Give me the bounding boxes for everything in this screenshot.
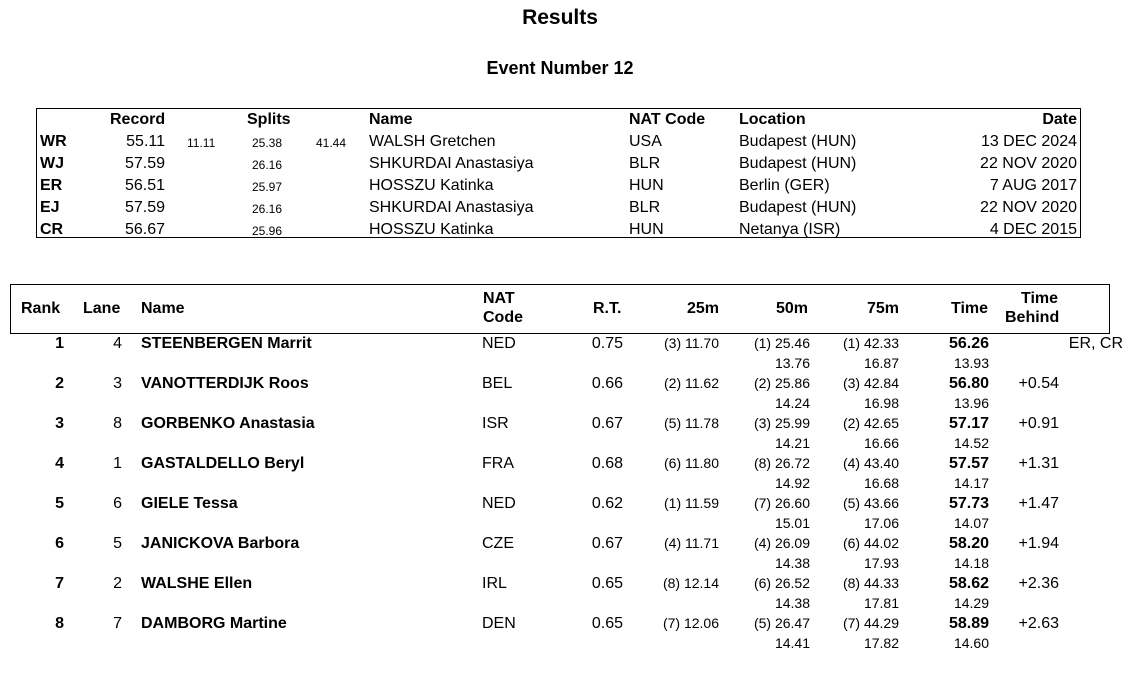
header-record: Record	[110, 111, 166, 128]
result-split-75: (4) 43.40	[842, 455, 899, 471]
result-nat: ISR	[482, 415, 509, 432]
record-split-75: 41.44	[316, 136, 347, 150]
result-interval-50: 13.76	[774, 355, 810, 371]
records-table	[36, 108, 1081, 238]
record-nat: HUN	[629, 221, 664, 238]
record-name: WALSH Gretchen	[369, 133, 496, 150]
result-name: STEENBERGEN Marrit	[141, 335, 312, 352]
result-time: 57.57	[948, 455, 989, 472]
result-rank: 1	[55, 335, 64, 352]
result-split-75: (5) 43.66	[842, 495, 899, 511]
result-interval-50: 14.41	[774, 635, 810, 651]
result-interval-75: 17.82	[863, 635, 899, 651]
result-time: 58.20	[948, 535, 989, 552]
result-split-25: (1) 11.59	[664, 495, 719, 511]
header-code: Code	[483, 309, 523, 326]
result-interval-75: 17.93	[863, 555, 899, 571]
result-split-75: (6) 44.02	[842, 535, 899, 551]
result-split-25: (3) 11.70	[664, 335, 719, 351]
result-time: 58.89	[948, 615, 989, 632]
header-name: Name	[141, 300, 185, 317]
result-interval-75: 16.68	[863, 475, 899, 491]
result-interval-100: 14.52	[953, 435, 989, 451]
result-row	[0, 615, 1144, 655]
result-name: GORBENKO Anastasia	[141, 415, 315, 432]
result-row	[0, 375, 1144, 415]
result-time: 57.73	[948, 495, 989, 512]
header-75m: 75m	[867, 300, 900, 317]
result-lane: 5	[113, 535, 122, 552]
header-splits: Splits	[247, 111, 291, 128]
result-rt: 0.68	[591, 455, 623, 472]
result-split-50: (8) 26.72	[753, 455, 810, 471]
result-time-behind: +2.36	[1018, 575, 1059, 592]
record-time: 56.51	[124, 177, 165, 194]
result-interval-50: 14.38	[774, 595, 810, 611]
result-split-50: (4) 26.09	[753, 535, 810, 551]
result-name: JANICKOVA Barbora	[141, 535, 300, 552]
result-name: VANOTTERDIJK Roos	[141, 375, 309, 392]
result-interval-50: 14.24	[774, 395, 810, 411]
record-row	[37, 175, 1080, 197]
record-row	[37, 131, 1080, 153]
header-time-behind-2: Behind	[1005, 309, 1060, 326]
result-nat: NED	[482, 495, 516, 512]
result-time: 58.62	[948, 575, 989, 592]
record-date: 7 AUG 2017	[989, 177, 1077, 194]
result-interval-100: 14.07	[953, 515, 989, 531]
record-name: SHKURDAI Anastasiya	[369, 199, 534, 216]
record-time: 56.67	[124, 221, 165, 238]
result-interval-75: 16.66	[863, 435, 899, 451]
record-type: EJ	[40, 199, 60, 216]
result-rt: 0.66	[591, 375, 623, 392]
record-location: Berlin (GER)	[739, 177, 830, 194]
result-time-behind: +0.54	[1018, 375, 1059, 392]
result-split-50: (6) 26.52	[753, 575, 810, 591]
result-time-behind: +2.63	[1018, 615, 1059, 632]
result-nat: NED	[482, 335, 516, 352]
result-row	[0, 455, 1144, 495]
result-rank: 4	[55, 455, 64, 472]
result-lane: 1	[113, 455, 122, 472]
result-rank: 7	[55, 575, 64, 592]
record-name: SHKURDAI Anastasiya	[369, 155, 534, 172]
result-interval-75: 17.81	[863, 595, 899, 611]
record-nat: USA	[629, 133, 662, 150]
result-time: 56.80	[948, 375, 989, 392]
record-name: HOSSZU Katinka	[369, 221, 494, 238]
result-interval-50: 14.92	[774, 475, 810, 491]
result-time-behind: +0.91	[1018, 415, 1059, 432]
record-type: WJ	[40, 155, 64, 172]
result-row	[0, 535, 1144, 575]
result-split-75: (7) 44.29	[842, 615, 899, 631]
result-split-50: (1) 25.46	[753, 335, 810, 351]
result-interval-100: 14.18	[953, 555, 989, 571]
header-50m: 50m	[776, 300, 809, 317]
record-split-50: 25.96	[252, 224, 283, 238]
record-time: 57.59	[124, 199, 165, 216]
result-split-25: (6) 11.80	[664, 455, 719, 471]
result-split-25: (8) 12.14	[662, 575, 719, 591]
result-interval-100: 13.93	[953, 355, 989, 371]
record-nat: BLR	[629, 155, 661, 172]
result-lane: 4	[113, 335, 122, 352]
result-interval-75: 16.98	[863, 395, 899, 411]
result-interval-50: 14.21	[774, 435, 810, 451]
result-name: GASTALDELLO Beryl	[141, 455, 305, 472]
result-row	[0, 575, 1144, 615]
result-rt: 0.65	[591, 575, 623, 592]
result-lane: 3	[113, 375, 122, 392]
result-interval-50: 14.38	[774, 555, 810, 571]
result-split-75: (2) 42.65	[842, 415, 899, 431]
result-rank: 6	[55, 535, 64, 552]
record-split-50: 25.38	[252, 136, 283, 150]
record-split-50: 25.97	[252, 180, 283, 194]
result-interval-100: 14.17	[953, 475, 989, 491]
record-type: ER	[40, 177, 63, 194]
result-time: 57.17	[948, 415, 989, 432]
record-date: 22 NOV 2020	[980, 155, 1077, 172]
result-name: DAMBORG Martine	[141, 615, 287, 632]
header-location: Location	[739, 111, 806, 128]
result-split-50: (5) 26.47	[753, 615, 810, 631]
header-rank: Rank	[21, 300, 61, 317]
result-rt: 0.62	[591, 495, 623, 512]
result-lane: 2	[113, 575, 122, 592]
record-date: 22 NOV 2020	[980, 199, 1077, 216]
page-title: Results	[522, 6, 598, 29]
result-rt: 0.75	[591, 335, 623, 352]
result-interval-100: 14.60	[953, 635, 989, 651]
result-nat: BEL	[482, 375, 513, 392]
header-25m: 25m	[687, 300, 720, 317]
result-row	[0, 415, 1144, 455]
record-nat: HUN	[629, 177, 664, 194]
header-time-behind-1: Time	[1021, 290, 1059, 307]
result-split-25: (4) 11.71	[664, 535, 719, 551]
result-rt: 0.67	[591, 415, 623, 432]
result-interval-100: 13.96	[953, 395, 989, 411]
header-date: Date	[1042, 111, 1077, 128]
result-time: 56.26	[948, 335, 989, 352]
header-nat: NAT	[483, 290, 515, 307]
result-name: GIELE Tessa	[141, 495, 238, 512]
result-interval-75: 16.87	[863, 355, 899, 371]
result-rank: 2	[55, 375, 64, 392]
result-rank: 3	[55, 415, 64, 432]
record-row	[37, 219, 1080, 241]
result-row	[0, 495, 1144, 535]
result-rank: 8	[55, 615, 64, 632]
result-rt: 0.65	[591, 615, 623, 632]
record-location: Budapest (HUN)	[739, 155, 857, 172]
record-location: Netanya (ISR)	[739, 221, 841, 238]
record-date: 13 DEC 2024	[980, 133, 1077, 150]
result-nat: FRA	[482, 455, 514, 472]
result-split-50: (2) 25.86	[753, 375, 810, 391]
result-split-75: (8) 44.33	[842, 575, 899, 591]
record-name: HOSSZU Katinka	[369, 177, 494, 194]
result-split-50: (7) 26.60	[753, 495, 810, 511]
result-lane: 7	[113, 615, 122, 632]
result-name: WALSHE Ellen	[141, 575, 253, 592]
event-title: Event Number 12	[486, 58, 634, 78]
result-nat: DEN	[482, 615, 516, 632]
result-nat: CZE	[482, 535, 514, 552]
result-split-50: (3) 25.99	[753, 415, 810, 431]
result-time-behind: +1.31	[1018, 455, 1059, 472]
record-time: 55.11	[126, 133, 165, 150]
record-split-50: 26.16	[252, 158, 283, 172]
result-lane: 8	[113, 415, 122, 432]
result-split-25: (7) 12.06	[662, 615, 719, 631]
header-nat-code: NAT Code	[629, 111, 706, 128]
header-rt: R.T.	[593, 300, 622, 317]
record-location: Budapest (HUN)	[739, 199, 857, 216]
result-row	[0, 335, 1144, 375]
header-name: Name	[369, 111, 413, 128]
result-interval-75: 17.06	[863, 515, 899, 531]
result-split-25: (2) 11.62	[664, 375, 719, 391]
result-rt: 0.67	[591, 535, 623, 552]
record-row	[37, 197, 1080, 219]
result-split-75: (1) 42.33	[842, 335, 899, 351]
result-lane: 6	[113, 495, 122, 512]
record-location: Budapest (HUN)	[739, 133, 857, 150]
header-time: Time	[951, 300, 989, 317]
record-date: 4 DEC 2015	[989, 221, 1077, 238]
result-time-behind: +1.94	[1018, 535, 1059, 552]
record-split-50: 26.16	[252, 202, 283, 216]
result-rank: 5	[55, 495, 64, 512]
result-record-flag: ER, CR	[1068, 335, 1123, 352]
result-interval-50: 15.01	[774, 515, 810, 531]
result-split-75: (3) 42.84	[842, 375, 899, 391]
results-header	[10, 284, 1110, 334]
record-type: CR	[40, 221, 64, 238]
header-lane: Lane	[83, 300, 121, 317]
result-split-25: (5) 11.78	[664, 415, 719, 431]
record-row	[37, 153, 1080, 175]
record-split-25: 11.11	[187, 136, 216, 150]
result-interval-100: 14.29	[953, 595, 989, 611]
result-nat: IRL	[482, 575, 507, 592]
result-time-behind: +1.47	[1018, 495, 1059, 512]
record-nat: BLR	[629, 199, 661, 216]
record-time: 57.59	[124, 155, 165, 172]
record-type: WR	[40, 133, 67, 150]
